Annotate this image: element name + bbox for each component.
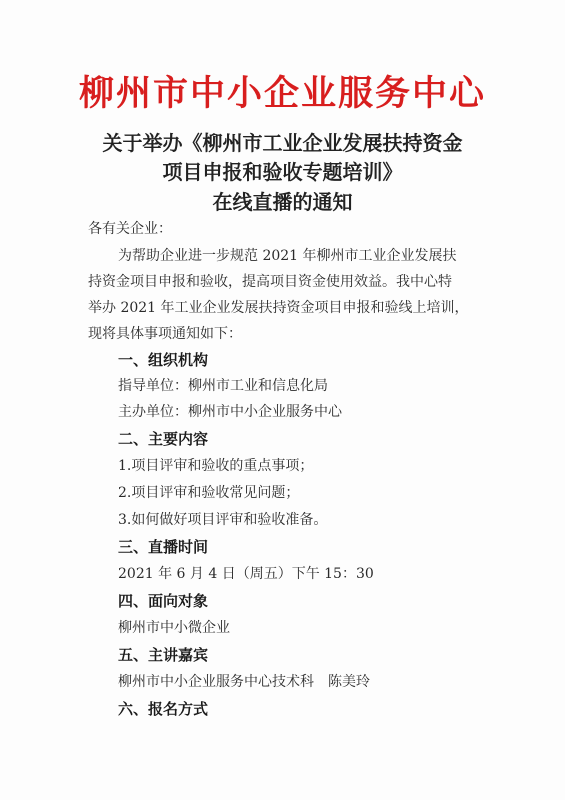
section-heading-registration: 六、报名方式 xyxy=(118,700,209,718)
document-title-line-2: 项目申报和验收专题培训》 xyxy=(162,160,403,184)
section-heading-broadcast-time: 三、直播时间 xyxy=(118,538,209,556)
section-item-guiding-unit: 指导单位：柳州市工业和信息化局 xyxy=(118,378,328,394)
section-item-broadcast-time: 2021 年 6 月 4 日（周五）下午 15：30 xyxy=(118,566,374,582)
section-heading-audience: 四、面向对象 xyxy=(118,592,209,610)
section-item-host-unit: 主办单位：柳州市中小企业服务中心 xyxy=(118,404,342,420)
section-heading-main-content: 二、主要内容 xyxy=(118,430,209,448)
intro-paragraph-line-2: 持资金项目申报和验收，提高项目资金使用效益。我中心特 xyxy=(88,274,452,290)
section-item-content-1: 1.项目评审和验收的重点事项； xyxy=(118,458,314,474)
section-item-content-2: 2.项目评审和验收常见问题； xyxy=(118,485,300,501)
section-item-content-3: 3.如何做好项目评审和验收准备。 xyxy=(118,512,328,528)
salutation: 各有关企业： xyxy=(88,221,172,237)
section-item-speaker: 柳州市中小企业服务中心技术科 陈美玲 xyxy=(118,674,370,690)
section-heading-speaker: 五、主讲嘉宾 xyxy=(118,646,209,664)
intro-paragraph-line-1: 为帮助企业进一步规范 2021 年柳州市工业企业发展扶 xyxy=(118,248,457,264)
intro-paragraph-line-3: 举办 2021 年工业企业发展扶持资金项目申报和验线上培训， xyxy=(88,300,469,316)
section-item-audience: 柳州市中小微企业 xyxy=(118,620,230,636)
document-title-line-1: 关于举办《柳州市工业企业发展扶持资金 xyxy=(102,131,463,155)
section-heading-organization: 一、组织机构 xyxy=(118,351,209,369)
intro-paragraph-line-4: 现将具体事项通知如下： xyxy=(88,326,242,342)
document-title-line-3: 在线直播的通知 xyxy=(212,190,353,214)
issuing-organization-title: 柳州市中小企业服务中心 xyxy=(78,74,486,114)
